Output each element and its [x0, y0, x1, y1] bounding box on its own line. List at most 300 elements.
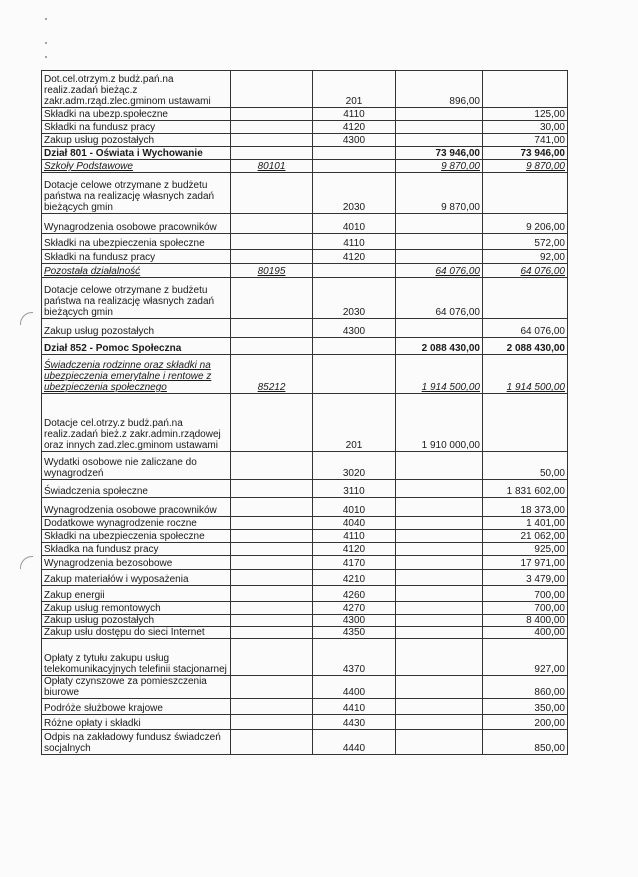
table-row	[42, 173, 568, 214]
wykonanie-amount-cell	[483, 639, 568, 676]
rozdzial-cell	[231, 394, 313, 452]
plan-amount-cell	[396, 715, 483, 730]
plan-amount-cell	[396, 355, 483, 394]
row-name-text: Składka na fundusz pracy	[44, 544, 159, 555]
table-row	[42, 543, 568, 556]
plan-amount-cell	[396, 676, 483, 699]
table-row	[42, 602, 568, 615]
paragraf-text: 4110	[343, 238, 365, 249]
wykonanie-amount-text: 572,00	[534, 238, 565, 249]
wykonanie-amount-cell	[483, 147, 568, 160]
table-row	[42, 699, 568, 715]
plan-amount-cell	[396, 278, 483, 319]
row-name-cell	[42, 234, 231, 250]
paragraf-text: 4260	[342, 590, 366, 601]
wykonanie-amount-cell	[483, 214, 568, 234]
table-row	[42, 319, 568, 338]
rozdzial-cell	[231, 615, 313, 627]
row-name-cell	[42, 602, 231, 615]
wykonanie-amount-cell	[483, 121, 568, 134]
rozdzial-cell	[231, 234, 313, 250]
row-name-text: Dotacje cel.otrzy.z budż.pań.na realiz.zadań bież.z zakr.admin.rządowej oraz innych zad.zlec.gminom ustawami	[44, 418, 221, 451]
row-name-text: Zakup usług pozostałych	[44, 615, 155, 626]
plan-amount-cell	[396, 264, 483, 278]
rozdzial-cell	[231, 570, 313, 586]
rozdzial-cell	[231, 319, 313, 338]
dzial-row	[42, 338, 568, 355]
rozdzial-row	[42, 355, 568, 394]
scan-artifact-dots	[45, 18, 51, 68]
budget-table-body	[42, 71, 568, 755]
plan-amount-cell	[396, 108, 483, 121]
paragraf-cell	[313, 517, 396, 530]
rozdzial-cell	[231, 556, 313, 570]
wykonanie-amount-cell	[483, 517, 568, 530]
plan-amount-cell	[396, 480, 483, 498]
paragraf-text: 201	[345, 440, 363, 451]
paragraf-cell	[313, 602, 396, 615]
plan-amount-cell	[396, 160, 483, 173]
row-name-text: Składki na fundusz pracy	[44, 122, 156, 133]
wykonanie-amount-text: 73 946,00	[520, 148, 565, 159]
row-name-cell	[42, 355, 231, 394]
wykonanie-amount-cell	[483, 338, 568, 355]
wykonanie-amount-cell	[483, 715, 568, 730]
paragraf-text: 4300	[342, 326, 366, 337]
plan-amount-cell	[396, 602, 483, 615]
paragraf-cell	[313, 452, 396, 480]
wykonanie-amount-cell	[483, 615, 568, 627]
plan-amount-cell	[396, 543, 483, 556]
row-name-cell	[42, 108, 231, 121]
row-name-cell	[42, 121, 231, 134]
table-row	[42, 480, 568, 498]
row-name-cell	[42, 615, 231, 627]
wykonanie-amount-text: 1 831 602,00	[506, 486, 565, 497]
row-name-text: Zakup usłu dostępu do sieci Internet	[44, 627, 205, 638]
plan-amount-text: 9 870,00	[441, 161, 480, 172]
row-name-cell	[42, 570, 231, 586]
plan-amount-cell	[396, 173, 483, 214]
paragraf-cell	[313, 543, 396, 556]
table-row	[42, 615, 568, 627]
row-name-cell	[42, 730, 231, 755]
paragraf-cell	[313, 530, 396, 543]
rozdzial-cell	[231, 121, 313, 134]
plan-amount-text: 1 910 000,00	[421, 440, 480, 451]
row-name-cell	[42, 338, 231, 355]
plan-amount-cell	[396, 730, 483, 755]
paragraf-text: 4300	[342, 135, 366, 146]
wykonanie-amount-cell	[483, 530, 568, 543]
rozdzial-cell	[231, 108, 313, 121]
punch-hole-mark	[20, 556, 33, 569]
paragraf-cell	[313, 355, 396, 394]
table-row	[42, 556, 568, 570]
paragraf-cell	[313, 394, 396, 452]
wykonanie-amount-cell	[483, 319, 568, 338]
rozdzial-cell	[231, 134, 313, 147]
row-name-cell	[42, 480, 231, 498]
paragraf-text: 4270	[342, 603, 366, 614]
table-row	[42, 71, 568, 108]
paragraf-cell	[313, 615, 396, 627]
rozdzial-cell	[231, 480, 313, 498]
rozdzial-text: 85212	[257, 382, 286, 393]
rozdzial-text: 80195	[257, 266, 286, 277]
wykonanie-amount-text: 64 076,00	[520, 266, 565, 277]
rozdzial-row	[42, 160, 568, 173]
row-name-cell	[42, 264, 231, 278]
wykonanie-amount-cell	[483, 264, 568, 278]
paragraf-cell	[313, 173, 396, 214]
paragraf-cell	[313, 556, 396, 570]
wykonanie-amount-cell	[483, 570, 568, 586]
plan-amount-cell	[396, 556, 483, 570]
paragraf-text: 4170	[342, 558, 366, 569]
row-name-cell	[42, 173, 231, 214]
rozdzial-cell	[231, 730, 313, 755]
rozdzial-cell	[231, 543, 313, 556]
paragraf-cell	[313, 108, 396, 121]
paragraf-cell	[313, 71, 396, 108]
row-name-text: Odpis na zakładowy fundusz świadczeń socjalnych	[44, 732, 221, 754]
table-row	[42, 278, 568, 319]
plan-amount-cell	[396, 639, 483, 676]
plan-amount-cell	[396, 71, 483, 108]
row-name-text: Składki na fundusz pracy	[44, 252, 156, 263]
paragraf-text: 4120	[342, 252, 366, 263]
rozdzial-cell	[231, 338, 313, 355]
plan-amount-cell	[396, 250, 483, 264]
row-name-text: Dotacje celowe otrzymane z budżetu państwa na realizację własnych zadań bieżących gmin	[44, 180, 215, 213]
row-name-text: Wynagrodzenia osobowe pracowników	[44, 222, 217, 233]
table-row	[42, 570, 568, 586]
wykonanie-amount-cell	[483, 730, 568, 755]
wykonanie-amount-text: 9 206,00	[526, 222, 565, 233]
wykonanie-amount-cell	[483, 278, 568, 319]
wykonanie-amount-text: 2 088 430,00	[506, 343, 565, 354]
paragraf-cell	[313, 715, 396, 730]
wykonanie-amount-cell	[483, 543, 568, 556]
wykonanie-amount-text: 50,00	[539, 468, 565, 479]
plan-amount-text: 2 088 430,00	[421, 343, 480, 354]
plan-amount-text: 896,00	[449, 96, 480, 107]
table-row	[42, 214, 568, 234]
rozdzial-cell	[231, 602, 313, 615]
row-name-text: Zakup usług remontowych	[44, 603, 161, 614]
paragraf-cell	[313, 586, 396, 602]
row-name-text: Składki na ubezpieczenia społeczne	[44, 531, 205, 542]
row-name-text: Różne opłaty i składki	[44, 718, 141, 729]
punch-hole-mark	[20, 312, 33, 325]
row-name-text: Zakup usług pozostałych	[44, 135, 155, 146]
table-row	[42, 234, 568, 250]
row-name-text: Zakup materiałów i wyposażenia	[44, 574, 189, 585]
row-name-cell	[42, 543, 231, 556]
wykonanie-amount-cell	[483, 602, 568, 615]
row-name-text: Dot.cel.otrzym.z budż.pań.na realiz.zadań bieżąc.z zakr.adm.rząd.zlec.gminom ustawami	[44, 74, 211, 107]
row-name-cell	[42, 530, 231, 543]
paragraf-cell	[313, 134, 396, 147]
row-name-cell	[42, 586, 231, 602]
paragraf-text: 4120	[342, 544, 366, 555]
plan-amount-cell	[396, 319, 483, 338]
wykonanie-amount-cell	[483, 173, 568, 214]
wykonanie-amount-cell	[483, 355, 568, 394]
paragraf-cell	[313, 319, 396, 338]
paragraf-cell	[313, 121, 396, 134]
rozdzial-cell	[231, 214, 313, 234]
paragraf-cell	[313, 676, 396, 699]
plan-amount-cell	[396, 570, 483, 586]
wykonanie-amount-text: 92,00	[539, 252, 565, 263]
row-name-text: Świadczenia rodzinne oraz składki na ubezpieczenia emerytalne i rentowe z ubezpieczenia społecznego	[44, 360, 212, 393]
paragraf-text: 4410	[342, 703, 366, 714]
wykonanie-amount-text: 17 971,00	[520, 558, 565, 569]
paragraf-cell	[313, 570, 396, 586]
wykonanie-amount-text: 8 400,00	[526, 615, 565, 626]
paragraf-text: 4370	[342, 664, 366, 675]
rozdzial-text: 80101	[257, 161, 286, 172]
wykonanie-amount-text: 9 870,00	[526, 161, 565, 172]
table-row	[42, 498, 568, 517]
plan-amount-cell	[396, 699, 483, 715]
row-name-cell	[42, 250, 231, 264]
row-name-text: Świadczenia społeczne	[44, 486, 148, 497]
row-name-cell	[42, 452, 231, 480]
row-name-cell	[42, 556, 231, 570]
row-name-text: Pozostała działalność	[44, 266, 141, 277]
wykonanie-amount-text: 1 914 500,00	[506, 382, 565, 393]
paragraf-cell	[313, 160, 396, 173]
row-name-text: Zakup energii	[44, 590, 105, 601]
paragraf-text: 4400	[342, 687, 366, 698]
wykonanie-amount-text: 927,00	[534, 664, 565, 675]
wykonanie-amount-text: 125,00	[534, 109, 565, 120]
row-name-text: Dotacje celowe otrzymane z budżetu państwa na realizację własnych zadań bieżących gmin	[44, 285, 215, 318]
paragraf-text: 3020	[342, 468, 366, 479]
wykonanie-amount-text: 30,00	[539, 122, 565, 133]
paragraf-text: 2030	[342, 307, 366, 318]
plan-amount-cell	[396, 214, 483, 234]
plan-amount-cell	[396, 134, 483, 147]
rozdzial-cell	[231, 278, 313, 319]
table-row	[42, 517, 568, 530]
paragraf-text: 4110	[343, 531, 365, 542]
wykonanie-amount-text: 400,00	[534, 627, 565, 638]
table-row	[42, 250, 568, 264]
table-row	[42, 108, 568, 121]
paragraf-text: 2030	[342, 202, 366, 213]
row-name-cell	[42, 699, 231, 715]
row-name-text: Wynagrodzenia osobowe pracowników	[44, 505, 217, 516]
rozdzial-cell	[231, 355, 313, 394]
row-name-cell	[42, 517, 231, 530]
wykonanie-amount-cell	[483, 234, 568, 250]
row-name-cell	[42, 278, 231, 319]
wykonanie-amount-text: 1 401,00	[526, 518, 565, 529]
paragraf-cell	[313, 338, 396, 355]
plan-amount-cell	[396, 615, 483, 627]
paragraf-cell	[313, 730, 396, 755]
plan-amount-text: 73 946,00	[435, 148, 480, 159]
paragraf-text: 4430	[342, 718, 366, 729]
row-name-text: Zakup usług pozostałych	[44, 326, 155, 337]
plan-amount-text: 1 914 500,00	[421, 382, 480, 393]
paragraf-cell	[313, 264, 396, 278]
wykonanie-amount-text: 18 373,00	[520, 505, 565, 516]
wykonanie-amount-text: 741,00	[534, 135, 565, 146]
paragraf-text: 4440	[342, 743, 366, 754]
row-name-cell	[42, 319, 231, 338]
wykonanie-amount-text: 700,00	[534, 590, 565, 601]
row-name-text: Składki na ubezp.społeczne	[44, 109, 168, 120]
wykonanie-amount-cell	[483, 627, 568, 639]
rozdzial-cell	[231, 452, 313, 480]
row-name-text: Szkoły Podstawowe	[44, 161, 133, 172]
rozdzial-cell	[231, 715, 313, 730]
wykonanie-amount-text: 860,00	[534, 687, 565, 698]
paragraf-cell	[313, 214, 396, 234]
row-name-cell	[42, 715, 231, 730]
plan-amount-cell	[396, 530, 483, 543]
paragraf-cell	[313, 250, 396, 264]
table-row	[42, 730, 568, 755]
row-name-cell	[42, 394, 231, 452]
table-row	[42, 676, 568, 699]
paragraf-text: 4210	[342, 574, 366, 585]
wykonanie-amount-cell	[483, 108, 568, 121]
plan-amount-text: 64 076,00	[435, 266, 480, 277]
row-name-cell	[42, 627, 231, 639]
paragraf-text: 4300	[342, 615, 366, 626]
paragraf-cell	[313, 278, 396, 319]
wykonanie-amount-cell	[483, 498, 568, 517]
row-name-text: Wynagrodzenia bezosobowe	[44, 558, 173, 569]
row-name-cell	[42, 134, 231, 147]
rozdzial-cell	[231, 699, 313, 715]
plan-amount-cell	[396, 498, 483, 517]
table-row	[42, 639, 568, 676]
wykonanie-amount-cell	[483, 480, 568, 498]
table-row	[42, 530, 568, 543]
wykonanie-amount-cell	[483, 676, 568, 699]
rozdzial-cell	[231, 586, 313, 602]
paragraf-text: 4110	[343, 109, 365, 120]
plan-amount-cell	[396, 394, 483, 452]
paragraf-text: 4040	[342, 518, 366, 529]
wykonanie-amount-text: 21 062,00	[520, 531, 565, 542]
table-row	[42, 452, 568, 480]
table-row	[42, 627, 568, 639]
wykonanie-amount-text: 925,00	[534, 544, 565, 555]
wykonanie-amount-cell	[483, 71, 568, 108]
paragraf-cell	[313, 234, 396, 250]
row-name-cell	[42, 639, 231, 676]
row-name-cell	[42, 160, 231, 173]
wykonanie-amount-cell	[483, 556, 568, 570]
budget-table	[41, 70, 568, 755]
rozdzial-row	[42, 264, 568, 278]
rozdzial-cell	[231, 676, 313, 699]
rozdzial-cell	[231, 147, 313, 160]
row-name-text: Dodatkowe wynagrodzenie roczne	[44, 518, 197, 529]
row-name-text: Opłaty z tytułu zakupu usług telekomunikacyjnych telefinii stacjonarnej	[44, 653, 227, 675]
wykonanie-amount-text: 200,00	[534, 718, 565, 729]
row-name-cell	[42, 498, 231, 517]
paragraf-cell	[313, 627, 396, 639]
paragraf-text: 4120	[342, 122, 366, 133]
rozdzial-cell	[231, 173, 313, 214]
paragraf-text: 201	[345, 96, 363, 107]
paragraf-text: 4010	[342, 222, 366, 233]
row-name-cell	[42, 147, 231, 160]
table-row	[42, 121, 568, 134]
table-row	[42, 715, 568, 730]
wykonanie-amount-cell	[483, 160, 568, 173]
row-name-text: Dział 852 - Pomoc Społeczna	[44, 343, 182, 354]
row-name-cell	[42, 71, 231, 108]
dzial-row	[42, 147, 568, 160]
plan-amount-cell	[396, 586, 483, 602]
plan-amount-cell	[396, 627, 483, 639]
paragraf-cell	[313, 699, 396, 715]
rozdzial-cell	[231, 71, 313, 108]
table-row	[42, 394, 568, 452]
plan-amount-text: 64 076,00	[435, 307, 480, 318]
row-name-text: Podróże służbowe krajowe	[44, 703, 163, 714]
rozdzial-cell	[231, 530, 313, 543]
rozdzial-cell	[231, 264, 313, 278]
wykonanie-amount-cell	[483, 134, 568, 147]
wykonanie-amount-text: 3 479,00	[526, 574, 565, 585]
table-row	[42, 586, 568, 602]
wykonanie-amount-cell	[483, 586, 568, 602]
rozdzial-cell	[231, 250, 313, 264]
rozdzial-cell	[231, 627, 313, 639]
row-name-text: Opłaty czynszowe za pomieszczenia biurowe	[44, 676, 207, 698]
row-name-cell	[42, 214, 231, 234]
paragraf-text: 4350	[342, 627, 366, 638]
plan-amount-cell	[396, 121, 483, 134]
paragraf-cell	[313, 147, 396, 160]
wykonanie-amount-cell	[483, 452, 568, 480]
plan-amount-text: 9 870,00	[441, 202, 480, 213]
rozdzial-cell	[231, 160, 313, 173]
wykonanie-amount-text: 350,00	[534, 703, 565, 714]
plan-amount-cell	[396, 338, 483, 355]
row-name-cell	[42, 676, 231, 699]
row-name-text: Dział 801 - Oświata i Wychowanie	[44, 148, 203, 159]
rozdzial-cell	[231, 517, 313, 530]
wykonanie-amount-cell	[483, 394, 568, 452]
plan-amount-cell	[396, 452, 483, 480]
row-name-text: Wydatki osobowe nie zaliczane do wynagrodzeń	[44, 457, 197, 479]
wykonanie-amount-cell	[483, 250, 568, 264]
row-name-text: Składki na ubezpieczenia społeczne	[44, 238, 205, 249]
plan-amount-cell	[396, 517, 483, 530]
table-row	[42, 134, 568, 147]
paragraf-cell	[313, 498, 396, 517]
paragraf-cell	[313, 480, 396, 498]
plan-amount-cell	[396, 234, 483, 250]
wykonanie-amount-text: 700,00	[534, 603, 565, 614]
paragraf-cell	[313, 639, 396, 676]
rozdzial-cell	[231, 639, 313, 676]
rozdzial-cell	[231, 498, 313, 517]
paragraf-text: 4010	[342, 505, 366, 516]
